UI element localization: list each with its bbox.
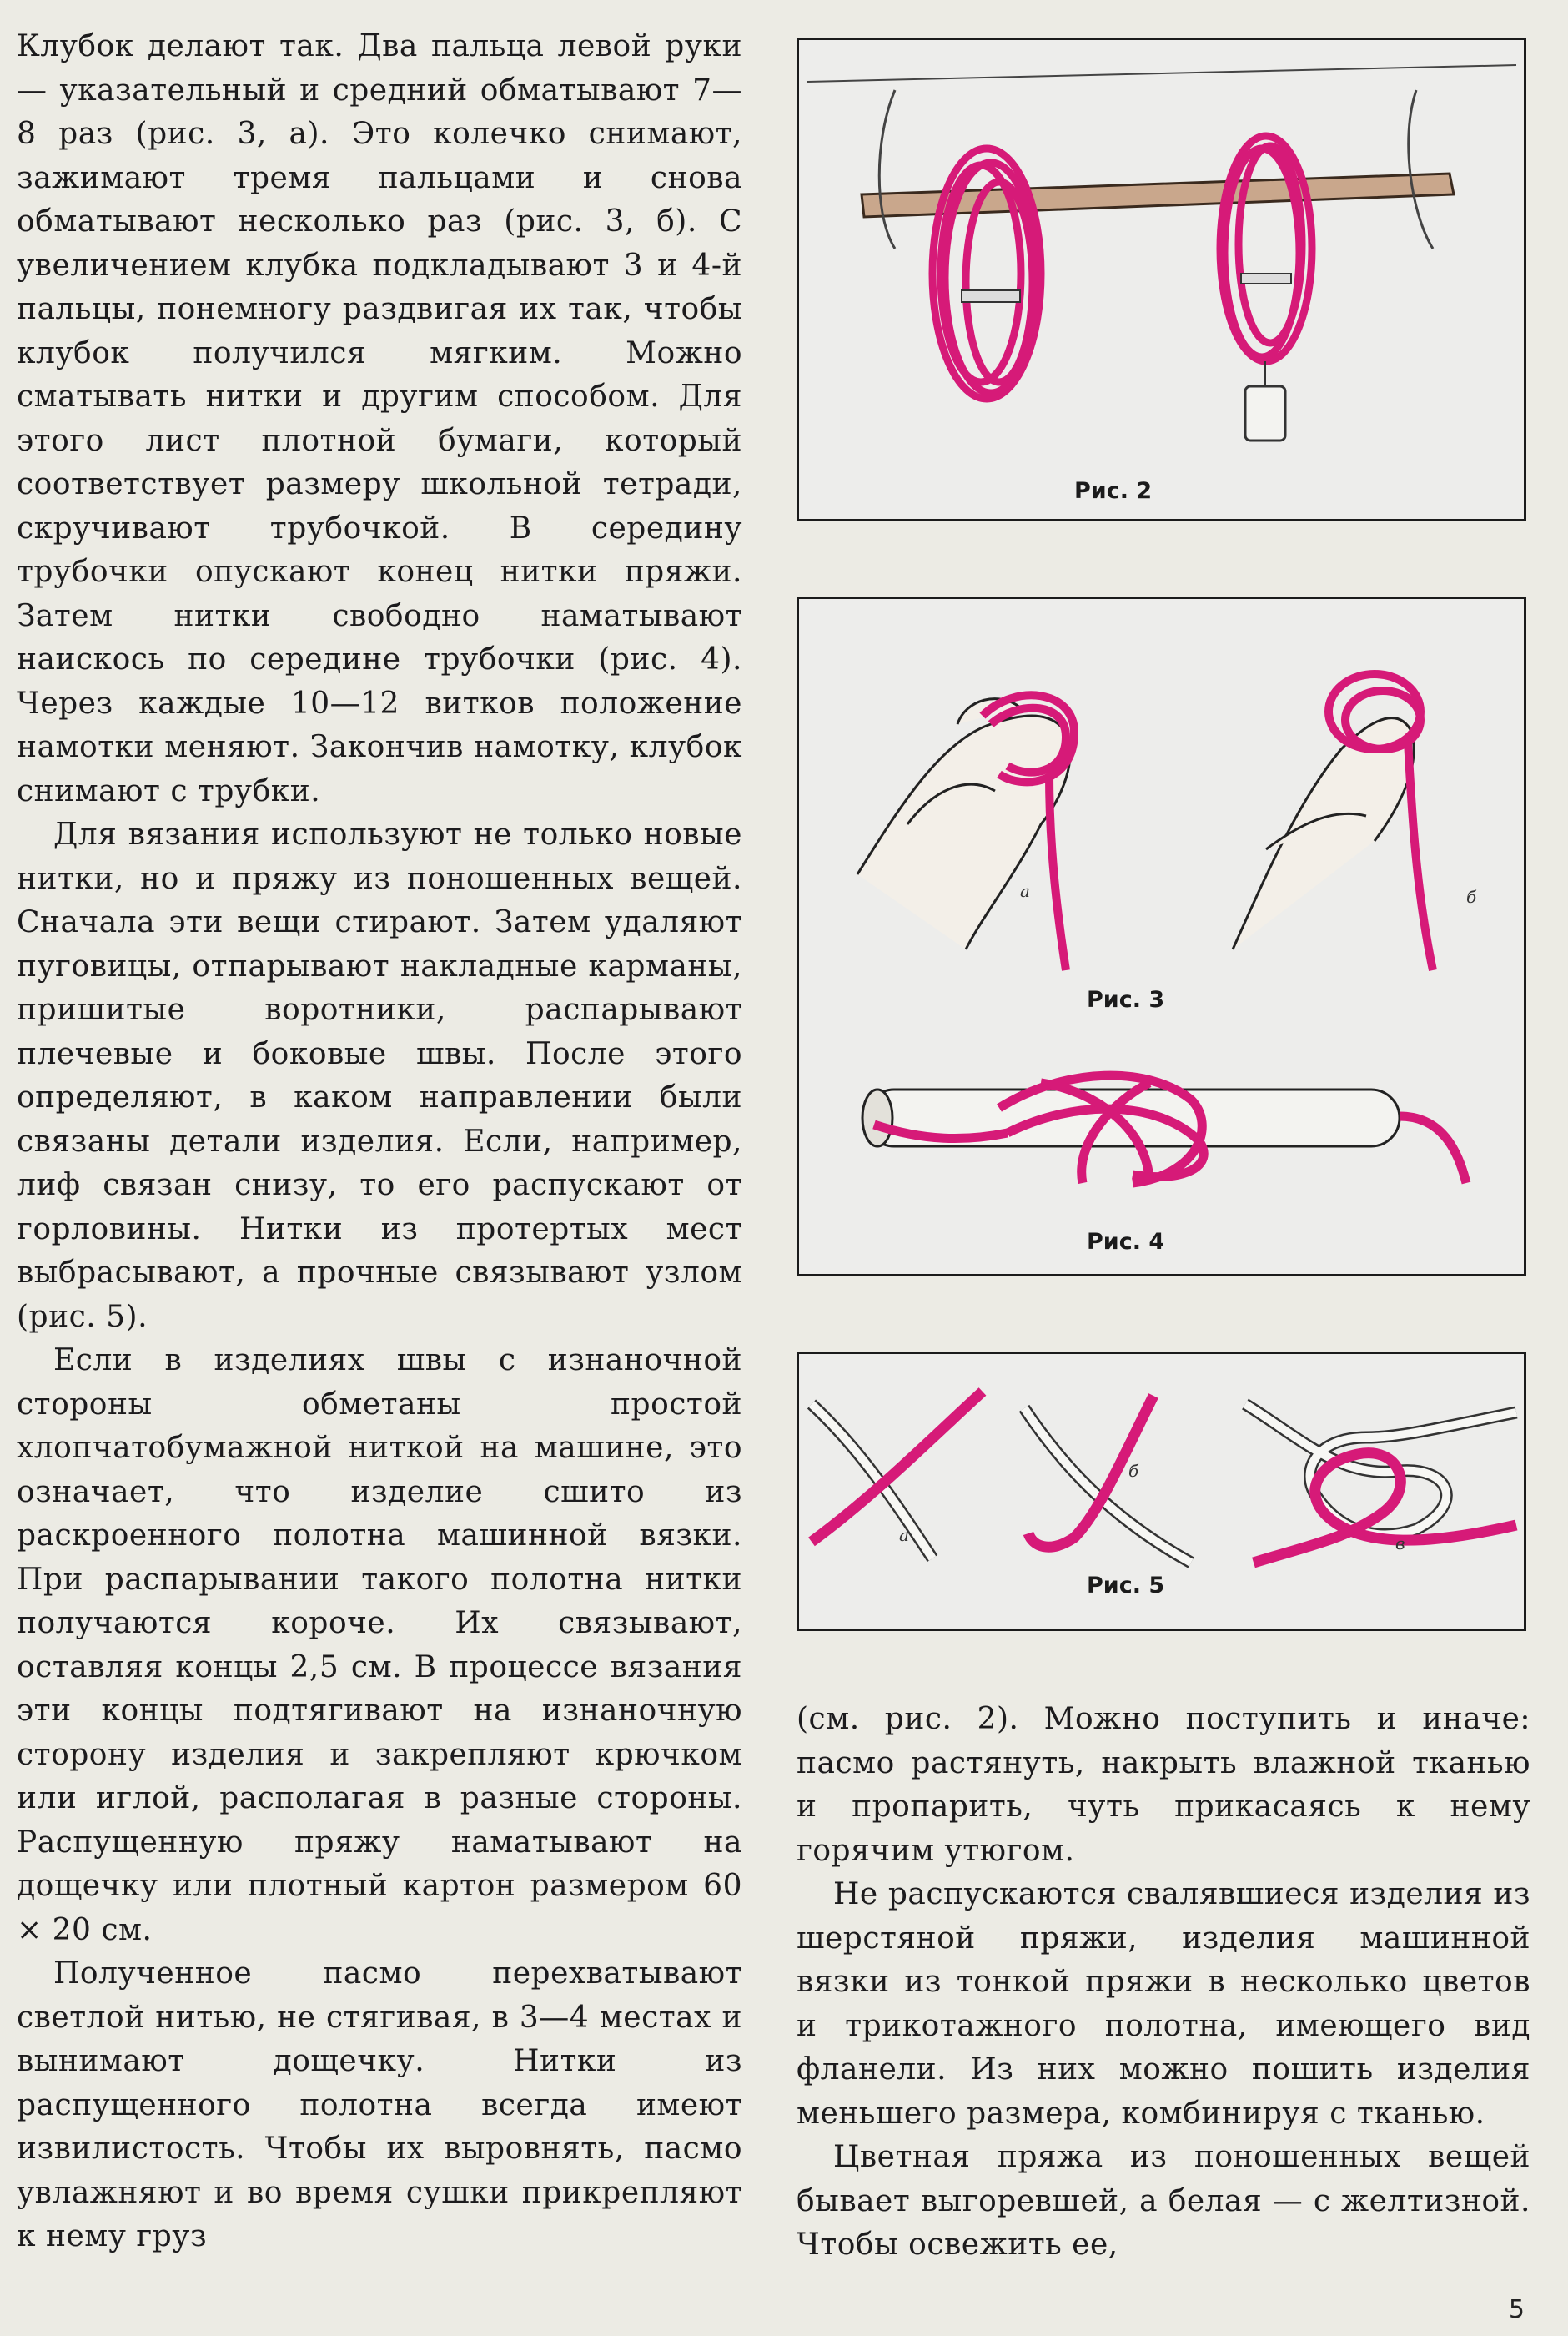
figure-3-label-a: а xyxy=(1020,881,1030,901)
figure-2 xyxy=(797,38,1526,521)
figure-5-label-a: а xyxy=(899,1525,909,1545)
figure-5-label-b: б xyxy=(1128,1461,1139,1481)
winding-yarn-illustration xyxy=(799,599,1529,1279)
figure-5 xyxy=(797,1352,1526,1631)
figure-3-caption: Рис. 3 xyxy=(1087,987,1165,1013)
paragraph: Цветная пряжа из поношенных вещей бывает выгоревшей, а белая — с желтизной. Чтобы освежить ее, xyxy=(797,2140,1530,2262)
left-column xyxy=(17,25,742,2259)
hand-a xyxy=(857,699,1070,949)
figure-3-label-b: б xyxy=(1466,887,1477,907)
right-column xyxy=(797,1698,1530,2268)
paragraph: (см. рис. 2). Можно поступить и иначе: пасмо растянуть, накрыть влажной тканью и пропарить, чуть прикасаясь к нему горячим утюгом. xyxy=(797,1702,1530,1868)
figure-5-caption: Рис. 5 xyxy=(1087,1573,1165,1598)
figure-4-caption: Рис. 4 xyxy=(1087,1229,1165,1255)
paragraph: Полученное пасмо перехватывают светлой нитью, не стягивая, в 3—4 местах и вынимают дощечку. Нитки из распущенного полотна всегда имеют извилистость. Чтобы их выровнять, пасмо увлажняют и во время сушки прикрепляют к нему груз xyxy=(17,1956,742,2253)
skein-drying-illustration xyxy=(799,40,1529,524)
paragraph: Если в изделиях швы с изнаночной стороны обметаны простой хлопчатобумажной ниткой на машине, это означает, что изделие сшито из раскроенного полотна машинной вязки. При распарывании такого полотна нитки получаются короче. Их связывают, оставляя концы 2,5 см. В процессе вязания эти концы подтягивают на изнаночную сторону изделия и закрепляют крючком или иглой, располагая в разные стороны. Распущенную пряжу наматывают на дощечку или плотный картон размером 60 × 20 см. xyxy=(17,1343,742,1947)
paragraph: Клубок делают так. Два пальца левой руки — указательный и средний обматывают 7—8 раз (рис. 3, а). Это колечко снимают, зажимают тремя пальцами и снова обматывают несколько раз (рис. 3, б). С увеличением клубка подкладывают 3 и 4-й пальцы, понемногу раздвигая их так, чтобы клубок получился мягким. Можно сматывать нитки и другим способом. Для этого лист плотной бумаги, который соответствует размеру школьной тетради, скручивают трубочкой. В середину трубочки опускают конец нитки пряжи. Затем нитки свободно наматывают наискось по середине трубочки (рис. 4). Через каждые 10—12 витков положение намотки меняют. Закончив намотку, клубок снимают с трубки. xyxy=(17,29,742,808)
figure-5-label-c: в xyxy=(1395,1533,1405,1553)
paragraph: Для вязания используют не только новые нитки, но и пряжу из поношенных вещей. Сначала эти вещи стирают. Затем удаляют пуговицы, отпарывают накладные карманы, пришитые воротники, распарывают плечевые и боковые швы. После этого определяют, в каком направлении были связаны детали изделия. Если, например, лиф связан снизу, то его распускают от горловины. Нитки из протертых мест выбрасывают, а прочные связывают узлом (рис. 5). xyxy=(17,818,742,1334)
paragraph: Не распускаются свалявшиеся изделия из шерстяной пряжи, изделия машинной вязки из тонкой пряжи в несколько цветов и трикотажного полотна, имеющего вид фланели. Из них можно пошить изделия меньшего размера, комбинируя с тканью. xyxy=(797,1877,1530,2131)
figure-3-4 xyxy=(797,597,1526,1276)
figure-2-caption: Рис. 2 xyxy=(1074,478,1153,504)
page-number: 5 xyxy=(1508,2295,1525,2324)
